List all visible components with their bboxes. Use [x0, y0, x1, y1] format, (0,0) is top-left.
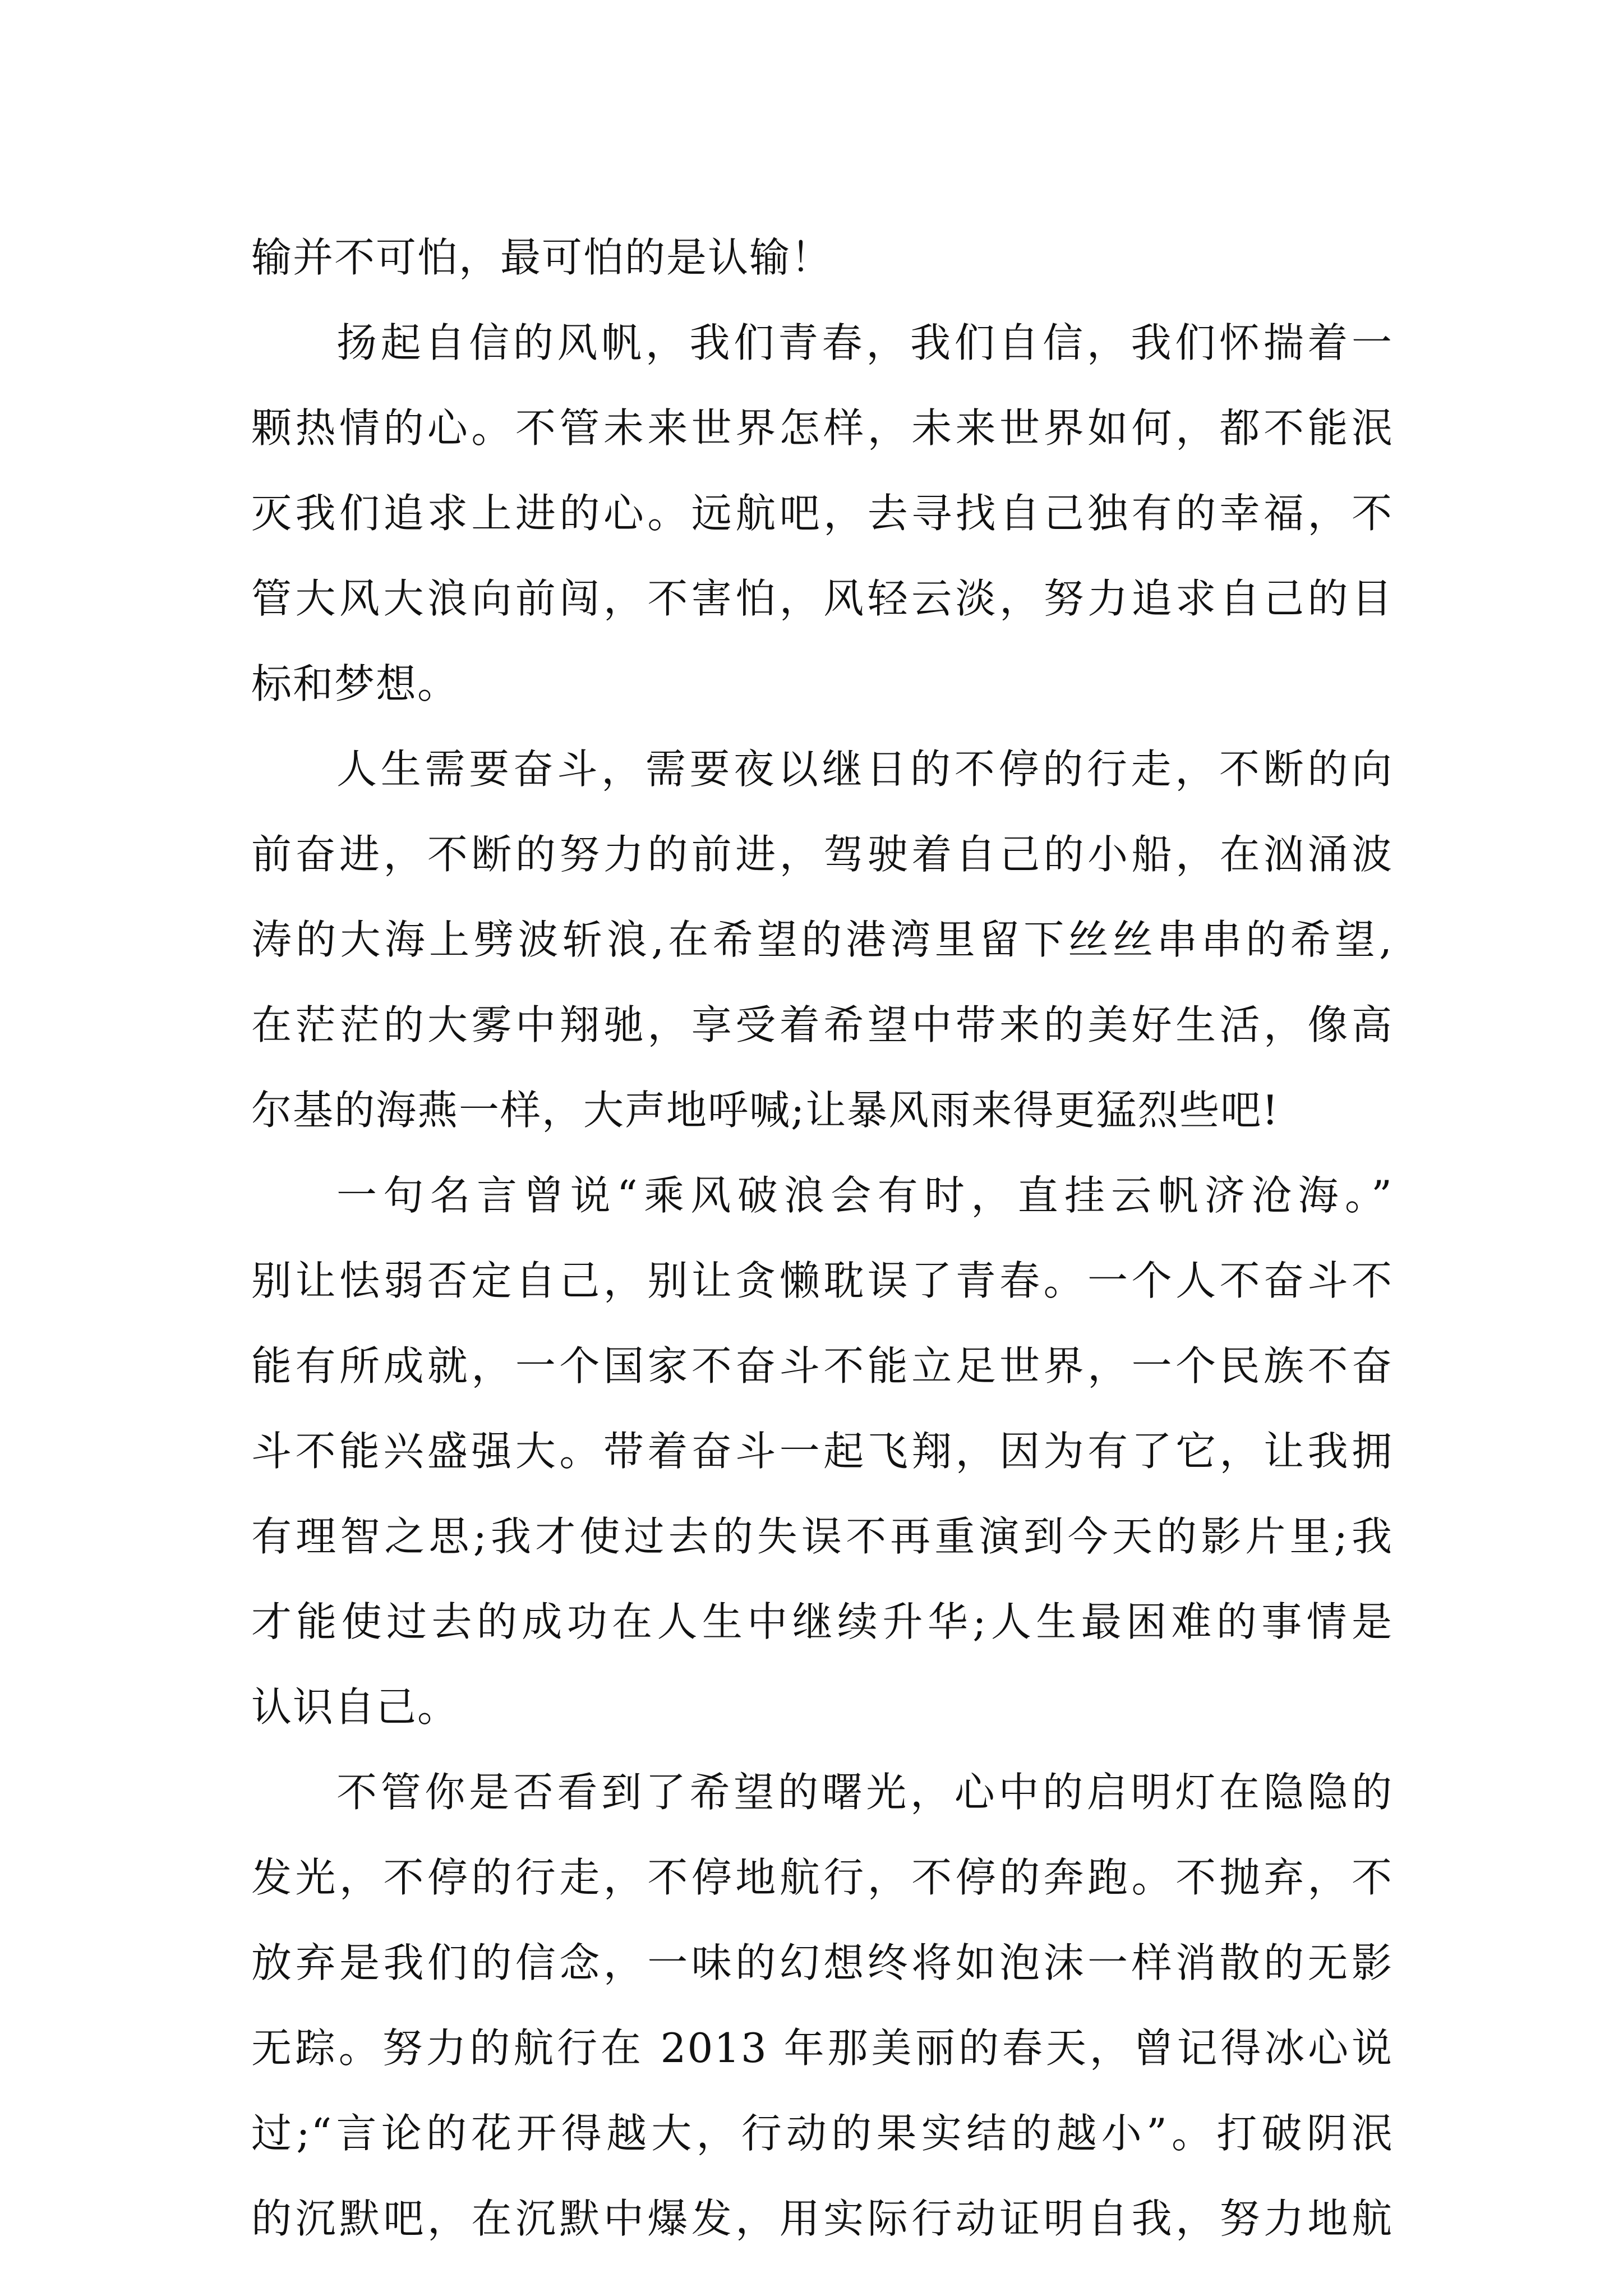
text-line: 发光，不停的行走，不停地航行，不停的奔跑。不抛弃，不: [251, 1854, 1393, 1901]
text-line: 斗不能兴盛强大。带着奋斗一起飞翔，因为有了它，让我拥: [251, 1428, 1393, 1475]
text-line: 过;“言论的花开得越大，行动的果实结的越小”。打破阴泯: [251, 2110, 1393, 2157]
text-line: 能有所成就，一个国家不奋斗不能立足世界，一个民族不奋: [251, 1342, 1393, 1389]
body-text: [251, 215, 1393, 2261]
text-line: 灭我们追求上进的心。远航吧，去寻找自己独有的幸福，不: [251, 490, 1393, 537]
text-line: 前奋进，不断的努力的前进，驾驶着自己的小船，在汹涌波: [251, 831, 1393, 878]
text-line: 涛的大海上劈波斩浪,在希望的港湾里留下丝丝串串的希望,: [251, 916, 1393, 963]
text-line: 的沉默吧，在沉默中爆发，用实际行动证明自我，努力地航: [251, 2195, 1393, 2242]
text-line: 输并不可怕，最可怕的是认输！: [251, 234, 833, 281]
text-line: 颗热情的心。不管未来世界怎样，未来世界如何，都不能泯: [251, 404, 1393, 452]
text-line: 标和梦想。: [251, 660, 459, 707]
text-line: 不管你是否看到了希望的曙光，心中的启明灯在隐隐的: [336, 1769, 1393, 1816]
text-line: 尔基的海燕一样，大声地呼喊;让暴风雨来得更猛烈些吧!: [251, 1087, 1280, 1134]
text-line: 在茫茫的大雾中翔驰，享受着希望中带来的美好生活，像高: [251, 1001, 1393, 1048]
text-line: 有理智之思;我才使过去的失误不再重演到今天的影片里;我: [251, 1513, 1393, 1560]
text-line: 人生需要奋斗，需要夜以继日的不停的行走，不断的向: [336, 746, 1393, 793]
text-line: 管大风大浪向前闯，不害怕，风轻云淡，努力追求自己的目: [251, 575, 1393, 622]
text-line: 无踪。努力的航行在 2013 年那美丽的春天，曾记得冰心说: [251, 2024, 1393, 2072]
text-line: 一句名言曾说“乘风破浪会有时，直挂云帆济沧海。”: [336, 1172, 1393, 1219]
text-line: 认识自己。: [251, 1683, 459, 1731]
text-line: 扬起自信的风帆，我们青春，我们自信，我们怀揣着一: [336, 319, 1393, 366]
text-line: 放弃是我们的信念，一味的幻想终将如泡沫一样消散的无影: [251, 1939, 1393, 1986]
text-line: 别让怯弱否定自己，别让贪懒耽误了青春。一个人不奋斗不: [251, 1257, 1393, 1304]
text-line: 才能使过去的成功在人生中继续升华;人生最困难的事情是: [251, 1598, 1393, 1645]
